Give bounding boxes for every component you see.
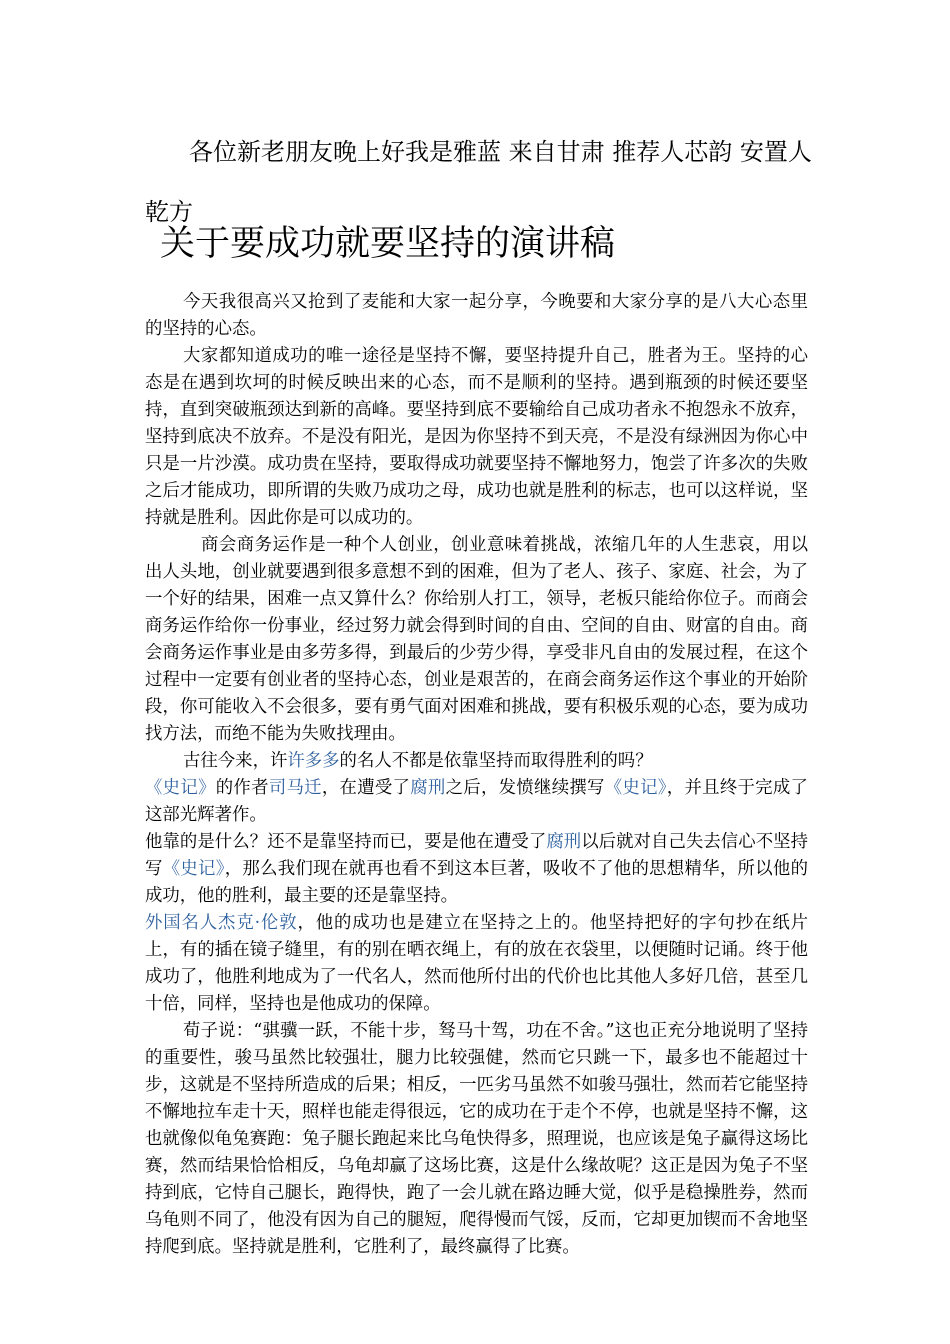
paragraph-opening: 今天我很高兴又抢到了麦能和大家一起分享，今晚要和大家分享的是八大心态里的坚持的心态。 (145, 292, 808, 339)
page-title: 关于要成功就要坚持的演讲稿 (160, 224, 616, 264)
text: ，在遭受了 (321, 778, 411, 798)
link-xuduoduo[interactable]: 许多多 (287, 751, 340, 771)
paragraph-persistence: 大家都知道成功的唯一途径是坚持不懈，要坚持提升自己，胜者为王。坚持的心态是在遇到坎坷的时候反映出来的心态，而不是顺利的坚持。遇到瓶颈的时候还要坚持，直到突破瓶颈达到新的高峰。要坚持到底不要输给自己成功者永不抱怨永不放弃，坚持到底决不放弃。不是没有阳光，是因为你坚持不到天亮，不是没有绿洲因为你心中只是一片沙漠。成功贵在坚持，要取得成功就要坚持不懈地努力，饱尝了许多次的失败之后才能成功，即所谓的失败乃成功之母，成功也就是胜利的标志，也可以这样说，坚持就是胜利。因此你是可以成功的。 (145, 346, 808, 528)
speech-body (145, 289, 808, 1261)
paragraph-sima-qian (145, 775, 808, 829)
paragraph-jack-london (145, 910, 808, 1018)
text: ，并且终于完成了这部光辉著作。 (145, 778, 808, 825)
intro-line: 各位新老朋友晚上好我是雅蓝 来自甘肃 推荐人芯韵 安置人乾方 (145, 138, 812, 226)
text: 他靠的是什么？还不是靠坚持而已，要是他在遭受了 (145, 832, 547, 852)
link-fuxing-2[interactable]: 腐刑 (546, 832, 582, 852)
text: 古往今来，许 (183, 751, 288, 771)
paragraph-business: 商会商务运作是一种个人创业，创业意味着挑战，浓缩几年的人生悲哀，用以出人头地，创业就要遇到很多意想不到的困难，但为了老人、孩子、家庭、社会，为了一个好的结果，困难一点又算什么？你给别人打工，领导，老板只能给你位子。而商会商务运作给你一份事业，经过努力就会得到时间的自由、空间的自由、财富的自由。商会商务运作事业是由多劳多得，到最后的少劳少得，享受非凡自由的发展过程，在这个过程中一定要有创业者的坚持心态，创业是艰苦的，在商会商务运作这个事业的开始阶段，你可能收入不会很多，要有勇气面对困难和挑战，要有积极乐观的心态，要为成功找方法，而绝不能为失败找理由。 (145, 535, 808, 744)
link-shiji[interactable]: 《史记》 (145, 778, 216, 798)
text: 的名人不都是依靠坚持而取得胜利的吗？ (339, 751, 653, 771)
link-shiji-3[interactable]: 《史记》 (162, 859, 225, 879)
text: ，那么我们现在就再也看不到这本巨著，吸收不了他的思想精华，所以他的成功，他的胜利，最主要的还是靠坚持。 (145, 859, 808, 906)
paragraph-reliance (145, 829, 808, 910)
text: 之后，发愤继续撰写 (445, 778, 605, 798)
paragraph-xunzi: 荀子说：“骐骥一跃，不能十步，驽马十驾，功在不舍。”这也正充分地说明了坚持的重要性，骏马虽然比较强壮，腿力比较强健，然而它只跳一下，最多也不能超过十步，这就是不坚持所造成的后果；相反，一匹劣马虽然不如骏马强壮，然而若它能坚持不懈地拉车走十天，照样也能走得很远，它的成功在于走个不停，也就是坚持不懈，这也就像似龟兔赛跑：兔子腿长跑起来比乌龟快得多，照理说，也应该是兔子赢得这场比赛，然而结果恰恰相反，乌龟却赢了这场比赛，这是什么缘故呢？这正是因为兔子不坚持到底，它恃自己腿长，跑得快，跑了一会儿就在路边睡大觉，似乎是稳操胜券，然而乌龟则不同了，他没有因为自己的腿短，爬得慢而气馁，反而，它却更加锲而不舍地坚持爬到底。坚持就是胜利，它胜利了，最终赢得了比赛。 (145, 1021, 808, 1257)
text: 的作者 (215, 778, 269, 798)
link-shiji-2[interactable]: 《史记》 (604, 778, 667, 798)
link-jack-london[interactable]: 外国名人杰克·伦敦 (145, 913, 298, 933)
paragraph-famous-people (145, 748, 808, 775)
text: ，他的成功也是建立在坚持之上的。他坚持把好的字句抄在纸片上，有的插在镜子缝里，有的别在晒衣绳上，有的放在衣袋里，以便随时记诵。终于他成功了，他胜利地成为了一代名人，然而他所付出的代价也比其他人多好几倍，甚至几十倍，同样，坚持也是他成功的保障。 (145, 913, 808, 1014)
link-sima-qian[interactable]: 司马迁 (268, 778, 322, 798)
text: 以后就对自己失去信心不坚持写 (145, 832, 808, 879)
link-fuxing[interactable]: 腐刑 (410, 778, 446, 798)
